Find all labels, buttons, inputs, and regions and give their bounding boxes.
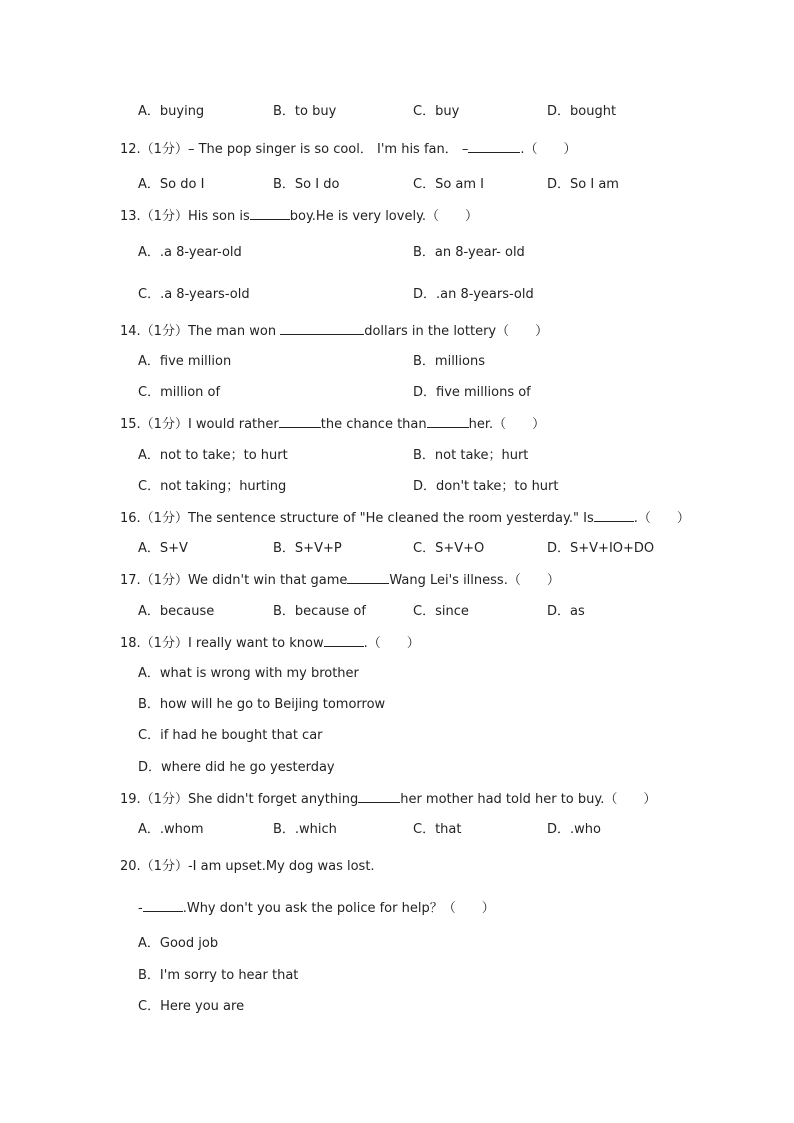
q14-text-post: dollars in the lottery（ ） <box>364 324 549 339</box>
q13-option-a[interactable]: A．.a 8-year-old <box>138 245 242 260</box>
q13-option-b[interactable]: B．an 8-year- old <box>413 245 525 260</box>
q18-option-d[interactable]: D．where did he go yesterday <box>138 760 335 775</box>
q15-option-b[interactable]: B．not take；hurt <box>413 448 529 463</box>
q13-text-pre: 13.（1分）His son is <box>120 209 250 224</box>
q19-option-a[interactable]: A．.whom <box>138 822 204 837</box>
q14-option-c[interactable]: C．million of <box>138 385 221 400</box>
q14-option-b[interactable]: B．millions <box>413 354 485 369</box>
q12-blank[interactable] <box>468 140 520 153</box>
q17-text-post: Wang Lei's illness.（ ） <box>389 573 560 588</box>
q18-text-post: .（ ） <box>363 636 420 651</box>
q18-option-b[interactable]: B．how will he go to Beijing tomorrow <box>138 697 386 712</box>
q13-blank[interactable] <box>250 207 290 220</box>
q20-option-b[interactable]: B．I'm sorry to hear that <box>138 968 299 983</box>
q19-option-c[interactable]: C．that <box>413 822 462 837</box>
q19-text-post: her mother had told her to buy.（ ） <box>400 792 657 807</box>
q16-option-b[interactable]: B．S+V+P <box>273 541 342 556</box>
q12-option-d[interactable]: D．So I am <box>547 177 619 192</box>
q17-option-d[interactable]: D．as <box>547 604 585 619</box>
q20-option-c[interactable]: C．Here you are <box>138 999 245 1014</box>
q15-blank-2[interactable] <box>427 415 469 428</box>
q20-text-post2: .Why don't you ask the police for help？（ ） <box>182 901 495 916</box>
q13-option-c[interactable]: C．.a 8-years-old <box>138 287 250 302</box>
q12-option-b[interactable]: B．So I do <box>273 177 340 192</box>
q16-text-post: .（ ） <box>633 511 690 526</box>
q20-text-line1: 20.（1分）-I am upset.My dog was lost. <box>120 859 375 874</box>
q15-text-pre: 15.（1分）I would rather <box>120 417 279 432</box>
q18-option-a[interactable]: A．what is wrong with my brother <box>138 666 359 681</box>
q15-option-d[interactable]: D．don't take；to hurt <box>413 479 559 494</box>
q16-option-a[interactable]: A．S+V <box>138 541 188 556</box>
q12-text-pre: 12.（1分）– The pop singer is so cool． I'm his fan． – <box>120 142 469 157</box>
q14-option-a[interactable]: A．five million <box>138 354 232 369</box>
q19-option-d[interactable]: D．.who <box>547 822 601 837</box>
q16-text-pre: 16.（1分）The sentence structure of "He cleaned the room yesterday." Is <box>120 511 594 526</box>
q17-option-a[interactable]: A．because <box>138 604 215 619</box>
q11-option-a[interactable]: A．buying <box>138 104 205 119</box>
q20-option-a[interactable]: A．Good job <box>138 936 219 951</box>
q18-option-c[interactable]: C．if had he bought that car <box>138 728 323 743</box>
q11-option-b[interactable]: B．to buy <box>273 104 337 119</box>
q14-option-d[interactable]: D．five millions of <box>413 385 531 400</box>
q18-text-pre: 18.（1分）I really want to know <box>120 636 324 651</box>
q11-option-d[interactable]: D．bought <box>547 104 617 119</box>
q12-option-a[interactable]: A．So do I <box>138 177 205 192</box>
q13-option-d[interactable]: D．.an 8-years-old <box>413 287 534 302</box>
q20-text-pre2: - <box>138 901 143 916</box>
q15-option-c[interactable]: C．not taking；hurting <box>138 479 287 494</box>
q20-blank[interactable] <box>143 899 183 912</box>
q12-option-c[interactable]: C．So am I <box>413 177 485 192</box>
q18-blank[interactable] <box>324 634 364 647</box>
q13-text-post: boy.He is very lovely.（ ） <box>289 209 479 224</box>
q12-text-post: .（ ） <box>520 142 577 157</box>
q19-blank[interactable] <box>358 790 400 803</box>
q17-option-c[interactable]: C．since <box>413 604 469 619</box>
q15-blank-1[interactable] <box>279 415 321 428</box>
q11-option-c[interactable]: C．buy <box>413 104 460 119</box>
q15-text-post: her.（ ） <box>468 417 546 432</box>
q14-text-pre: 14.（1分）The man won <box>120 324 281 339</box>
q19-option-b[interactable]: B．.which <box>273 822 337 837</box>
q17-text-pre: 17.（1分）We didn't win that game <box>120 573 348 588</box>
q16-blank[interactable] <box>594 509 634 522</box>
q14-blank[interactable] <box>280 322 364 335</box>
q17-option-b[interactable]: B．because of <box>273 604 366 619</box>
q19-text-pre: 19.（1分）She didn't forget anything <box>120 792 359 807</box>
q15-option-a[interactable]: A．not to take；to hurt <box>138 448 288 463</box>
q15-text-mid: the chance than <box>320 417 427 432</box>
q16-option-d[interactable]: D．S+V+IO+DO <box>547 541 655 556</box>
q16-option-c[interactable]: C．S+V+O <box>413 541 485 556</box>
q17-blank[interactable] <box>347 571 389 584</box>
